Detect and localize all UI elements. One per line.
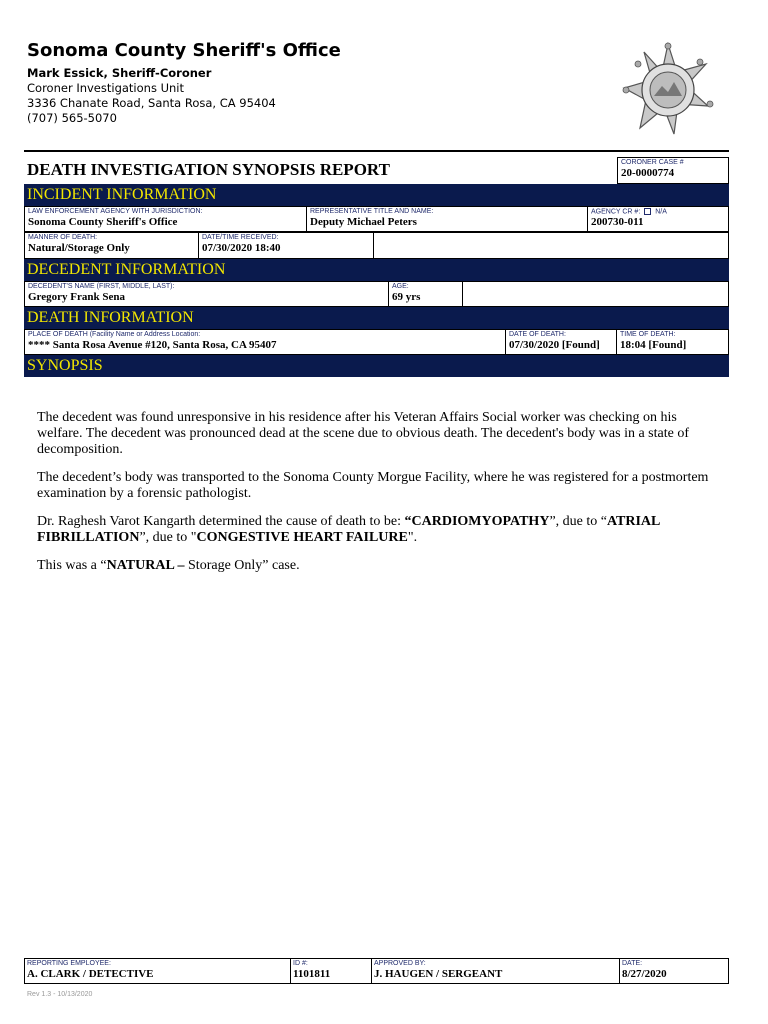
agency-label: LAW ENFORCEMENT AGENCY WITH JURISDICTION: xyxy=(28,208,203,215)
place-of-death-value: **** Santa Rosa Avenue #120, Santa Rosa, CA 95407 xyxy=(28,339,277,351)
reporting-employee-cell xyxy=(24,958,291,984)
cause-tertiary: CONGESTIVE HEART FAILURE xyxy=(196,530,408,545)
approved-by-cell xyxy=(371,958,620,984)
section-incident: INCIDENT INFORMATION xyxy=(24,184,729,206)
section-decedent: DECEDENT INFORMATION xyxy=(24,259,729,281)
synopsis-body xyxy=(37,410,717,586)
employee-id-label: ID #: xyxy=(293,960,308,967)
manner-cell xyxy=(24,232,199,259)
date-of-death-value: 07/30/2020 [Found] xyxy=(509,339,600,351)
cause-joiner-2: ”, due to " xyxy=(139,530,197,545)
coroner-case-number: 20-0000774 xyxy=(621,167,675,179)
na-checkbox-icon[interactable] xyxy=(644,208,651,215)
agency-cr-value: 200730-011 xyxy=(591,216,644,229)
coroner-case-label: CORONER CASE # xyxy=(621,159,684,166)
reporting-employee-label: REPORTING EMPLOYEE: xyxy=(27,960,111,967)
representative-cell xyxy=(306,206,588,232)
agency-cr-cell xyxy=(587,206,729,232)
empty-cell xyxy=(373,232,729,259)
decedent-name-label: DECEDENT'S NAME (FIRST, MIDDLE, LAST): xyxy=(28,283,175,290)
cause-joiner-1: ”, due to “ xyxy=(549,514,607,529)
cause-secondary: ATRIAL FIBRILLATION xyxy=(37,514,660,545)
report-date-cell xyxy=(619,958,729,984)
employee-id-cell xyxy=(290,958,372,984)
cause-intro: Dr. Raghesh Varot Kangarth determined the cause of death to be: xyxy=(37,514,405,529)
coroner-case-cell xyxy=(617,157,729,184)
approved-by-label: APPROVED BY: xyxy=(374,960,426,967)
age-value: 69 yrs xyxy=(392,291,421,303)
synopsis-paragraph-1: The decedent was found unresponsive in his residence after his Veteran Affairs Social worker was checking on his welfare. The decedent was pronounced dead at the scene due to obvious death. The decedent's body was in a state of decomposition. xyxy=(37,410,689,457)
reporting-employee-value: A. CLARK / DETECTIVE xyxy=(27,968,154,980)
synopsis-paragraph-3 xyxy=(37,514,717,546)
office-name: Sonoma County Sheriff's Office xyxy=(27,40,341,61)
office-phone: (707) 565-5070 xyxy=(27,111,117,125)
time-of-death-value: 18:04 [Found] xyxy=(620,339,687,351)
sheriff-name: Mark Essick, Sheriff-Coroner xyxy=(27,66,212,80)
empty-cell xyxy=(462,281,729,307)
synopsis-paragraph-2: The decedent’s body was transported to the Sonoma County Morgue Facility, where he was registered for a postmortem examination by a forensic pathologist. xyxy=(37,470,709,501)
received-value: 07/30/2020 18:40 xyxy=(202,242,281,254)
representative-value: Deputy Michael Peters xyxy=(310,216,417,228)
cause-end: ". xyxy=(407,530,418,545)
report-title-cell xyxy=(24,156,619,184)
time-of-death-label: TIME OF DEATH: xyxy=(620,331,676,338)
date-of-death-cell xyxy=(505,329,617,355)
time-of-death-cell xyxy=(616,329,729,355)
manner-value: Natural/Storage Only xyxy=(28,242,130,254)
place-of-death-label: PLACE OF DEATH (Facility Name or Address Location: xyxy=(28,331,201,338)
manner-natural: NATURAL – xyxy=(106,558,185,573)
revision-note: Rev 1.3 - 10/13/2020 xyxy=(27,991,93,998)
agency-value: Sonoma County Sheriff's Office xyxy=(28,216,178,228)
agency-cr-label-row xyxy=(591,208,725,216)
date-of-death-label: DATE OF DEATH: xyxy=(509,331,566,338)
header-rule xyxy=(24,150,729,152)
report-date-value: 8/27/2020 xyxy=(622,968,667,980)
manner-end: Storage Only” case. xyxy=(184,558,300,573)
age-label: AGE: xyxy=(392,283,409,290)
place-of-death-cell xyxy=(24,329,506,355)
sheriff-badge-icon xyxy=(622,42,714,138)
manner-intro: This was a “ xyxy=(37,558,107,573)
manner-label: MANNER OF DEATH: xyxy=(28,234,98,241)
unit-name: Coroner Investigations Unit xyxy=(27,81,185,95)
report-title: DEATH INVESTIGATION SYNOPSIS REPORT xyxy=(27,160,390,179)
decedent-name-cell xyxy=(24,281,389,307)
synopsis-paragraph-4 xyxy=(37,558,717,574)
section-synopsis: SYNOPSIS xyxy=(24,355,729,377)
received-cell xyxy=(198,232,374,259)
report-date-label: DATE: xyxy=(622,960,643,967)
approved-by-value: J. HAUGEN / SERGEANT xyxy=(374,968,503,980)
agency-cr-label: AGENCY CR #: xyxy=(591,208,641,216)
section-death: DEATH INFORMATION xyxy=(24,307,729,329)
age-cell xyxy=(388,281,463,307)
office-address: 3336 Chanate Road, Santa Rosa, CA 95404 xyxy=(27,96,276,110)
agency-cell xyxy=(24,206,307,232)
representative-label: REPRESENTATIVE TITLE AND NAME: xyxy=(310,208,434,215)
decedent-name-value: Gregory Frank Sena xyxy=(28,291,125,303)
agency-cr-na: N/A xyxy=(655,208,667,216)
received-label: DATE/TIME RECEIVED: xyxy=(202,234,279,241)
employee-id-value: 1101811 xyxy=(293,968,331,980)
cause-primary: “CARDIOMYOPATHY xyxy=(404,514,550,529)
